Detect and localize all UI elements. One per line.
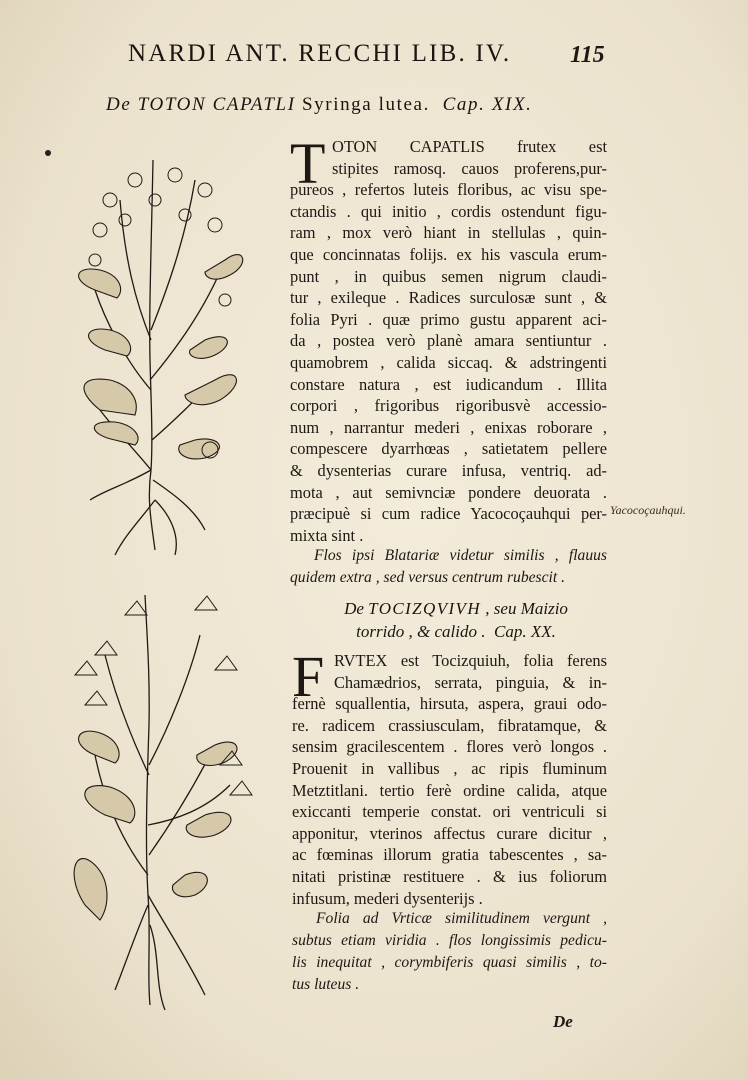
text-line: da , postea verò planè amara sentiuntur . (290, 331, 607, 351)
note-line: quidem extra , sed versus centrum rubescit . (290, 569, 565, 586)
text-line: pureos , refertos luteis floribus, ac visu spe- (290, 180, 607, 200)
note-line: tus luteus . (292, 976, 360, 993)
heading-line2: torrido , & calido . (356, 622, 486, 641)
catchword: De (553, 1012, 573, 1031)
chapter-20-note (292, 908, 607, 996)
text-line: corpori , frigoribus rigoribusvè accessio- (290, 396, 607, 416)
heading-line-1 (296, 597, 616, 620)
text-line: quamobrem , calida siccaq. & adstringenti (290, 352, 607, 372)
heading-cap: Cap. XIX. (442, 94, 533, 115)
text-line: que concinnatas folijs. ex his vascula erum- (290, 244, 607, 264)
marginal-note: Yacocoçauhqui. (610, 503, 686, 517)
chapter-heading-20 (296, 597, 616, 643)
note-line: lis inequitat , corymbiferis quasi similis , to- (292, 954, 607, 971)
heading-rest: , seu Maizio (485, 599, 568, 618)
heading-line-2 (296, 620, 616, 643)
heading-species: Syringa lutea. (302, 94, 430, 115)
text-line: punt , in quibus semen nigrum claudi- (290, 266, 607, 286)
text-line: RVTEX est Tocizquiuh, folia ferens (334, 651, 607, 670)
text-line: ctandis . qui initio , cordis ostendunt figu- (290, 201, 607, 221)
text-line: ram , mox verò hiant in stellulas , quin- (290, 223, 607, 243)
dropcap-f: F (292, 644, 325, 709)
text-line: re. radicem crassiusculam, fibratamque, & (292, 715, 607, 735)
note-line: Flos ipsi Blatariæ videtur similis , flauus (314, 547, 607, 564)
chapter-19-note (290, 545, 607, 589)
text-line: mota , aut semivnciæ pondere deuorata . (290, 482, 607, 502)
text-line: ac fœminas illorum gratia tabescentes , sa- (292, 845, 607, 865)
text-line: fernè squallentia, hirsuta, aspera, graui odo- (292, 694, 607, 714)
text-line: infusum, mederi dysenterijs . (292, 888, 483, 908)
text-line: mixta sint . (290, 525, 364, 545)
text-line: Prouenit in vallibus , ac ripis fluminum (292, 758, 607, 778)
text-line: sensim gracilescentem . flores verò longos . (292, 737, 607, 757)
note-line: Folia ad Vrticæ similitudinem vergunt , (316, 910, 607, 927)
text-line: folia Pyri . quæ primo gustu apparent aci- (290, 309, 607, 329)
note-line: subtus etiam viridia . flos longissimis pedicu- (292, 932, 607, 949)
page-number: 115 (570, 42, 605, 68)
chapter-19-text (290, 131, 607, 546)
text-line: Metztitlani. tertio ferè ordine calida, atque (292, 780, 607, 800)
running-head: NARDI ANT. RECCHI LIB. IV. (128, 40, 512, 67)
text-line: stipites ramosq. cauos proferens,pur- (332, 158, 607, 178)
text-line: præcipuè si cum radice Yacocoçauhqui per- (290, 504, 607, 524)
heading-prefix: De (344, 599, 364, 618)
text-line: num , narrantur mederi , enixas roborare , (290, 417, 607, 437)
heading-name: TOCIZQVIVH (368, 599, 482, 618)
text-line: Chamædrios, serrata, pinguia, & in- (334, 672, 607, 692)
text-line: constare natura , est iudicandum . Illita (290, 374, 607, 394)
text-line: compescere dyarrhœas , satietatem pellere (290, 439, 607, 459)
chapter-20-text (292, 644, 607, 909)
heading-prefix: De (106, 94, 132, 115)
text-line: nitati pristinæ restituere . & ius foliorum (292, 866, 607, 886)
heading-cap: Cap. XX. (494, 622, 556, 641)
dropcap-t: T (290, 131, 326, 196)
text-line: & dysenterias curare infusa, ventriq. ad- (290, 460, 607, 480)
text-line: tur , exileque . Radices surculosæ sunt , & (290, 288, 607, 308)
text-line: apponitur, vterinos affectus curare dicitur , (292, 823, 607, 843)
ink-dot (45, 150, 51, 156)
heading-name: TOTON CAPATLI (137, 94, 296, 115)
text-line: OTON CAPATLIS frutex est (332, 137, 607, 156)
chapter-heading-19 (106, 94, 533, 116)
tocizquivh-illustration (55, 575, 265, 1015)
text-line: exiccanti temperie constat. ori ventriculi si (292, 802, 607, 822)
toton-capatli-illustration (55, 140, 255, 560)
